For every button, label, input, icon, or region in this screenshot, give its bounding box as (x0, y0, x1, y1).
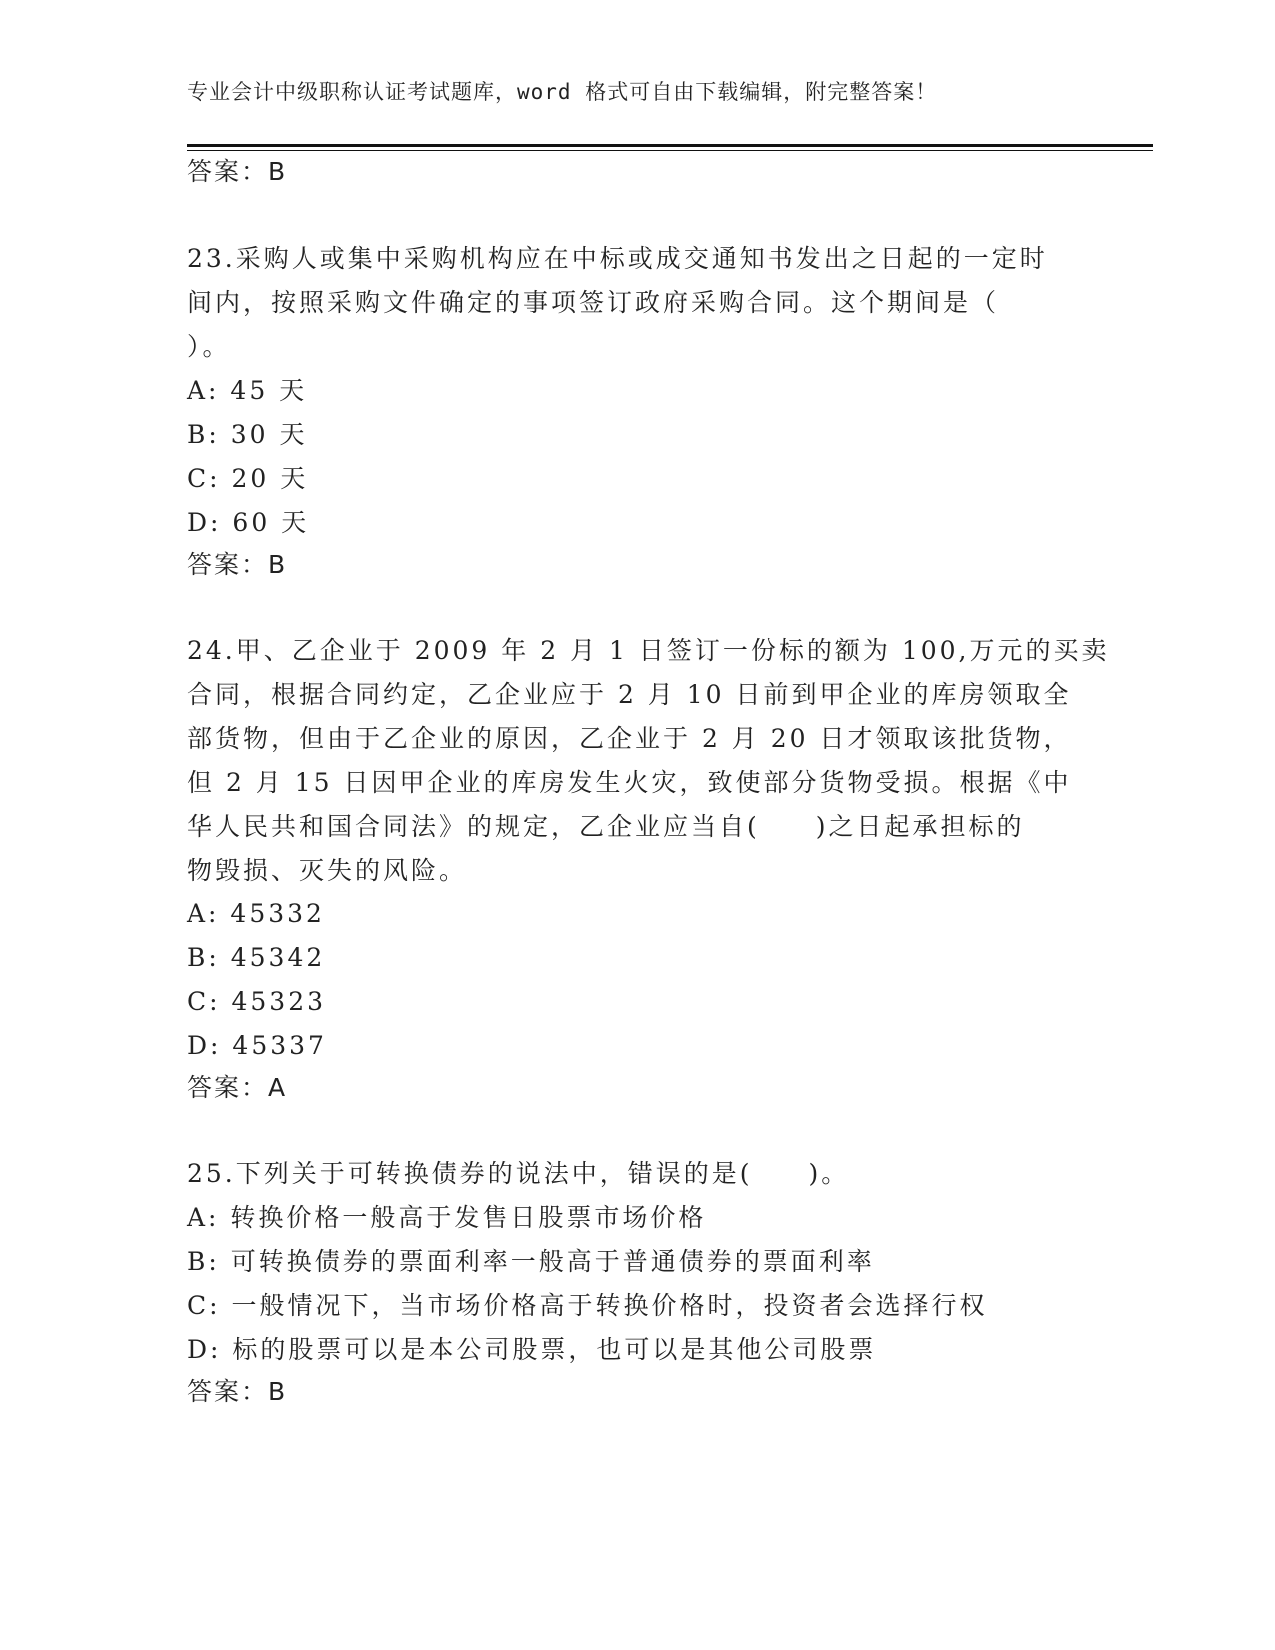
question-text-line: 华人民共和国合同法》的规定，乙企业应当自( )之日起承担标的 (187, 812, 1025, 841)
header-divider-thin (187, 150, 1153, 151)
page-header: 专业会计中级职称认证考试题库，word 格式可自由下载编辑，附完整答案！ (187, 80, 938, 104)
option-a: A: 45 天 (187, 376, 308, 405)
question-text-line: 合同，根据合同约定，乙企业应于 2 月 10 日前到甲企业的库房领取全 (187, 680, 1072, 709)
question-text-line: 间内，按照采购文件确定的事项签订政府采购合同。这个期间是（ (187, 288, 1000, 317)
option-d: D: 标的股票可以是本公司股票，也可以是其他公司股票 (187, 1335, 877, 1364)
option-c: C: 20 天 (187, 464, 309, 493)
header-divider-thick (187, 144, 1153, 147)
option-a: A: 转换价格一般高于发售日股票市场价格 (187, 1203, 707, 1232)
question-text-line: 23.采购人或集中采购机构应在中标或成交通知书发出之日起的一定时 (187, 244, 1048, 273)
answer: 答案：B (187, 550, 288, 579)
option-b: B: 可转换债券的票面利率一般高于普通债券的票面利率 (187, 1247, 875, 1276)
option-d: D: 45337 (187, 1031, 327, 1060)
question-text-line: ）。 (187, 332, 231, 361)
answer: 答案：A (187, 1073, 288, 1102)
option-c: C: 45323 (187, 987, 327, 1016)
previous-answer: 答案：B (187, 157, 288, 186)
question-text-line: 但 2 月 15 日因甲企业的库房发生火灾，致使部分货物受损。根据《中 (187, 768, 1072, 797)
option-b: B: 30 天 (187, 420, 308, 449)
question-text-line: 25.下列关于可转换债券的说法中，错误的是( )。 (187, 1159, 850, 1188)
answer: 答案：B (187, 1377, 288, 1406)
option-a: A: 45332 (187, 899, 325, 928)
question-text-line: 物毁损、灭失的风险。 (187, 856, 468, 885)
option-c: C: 一般情况下，当市场价格高于转换价格时，投资者会选择行权 (187, 1291, 988, 1320)
option-d: D: 60 天 (187, 508, 310, 537)
option-b: B: 45342 (187, 943, 326, 972)
question-text-line: 24.甲、乙企业于 2009 年 2 月 1 日签订一份标的额为 100,万元的买卖 (187, 636, 1110, 665)
question-text-line: 部货物，但由于乙企业的原因，乙企业于 2 月 20 日才领取该批货物， (187, 724, 1072, 753)
